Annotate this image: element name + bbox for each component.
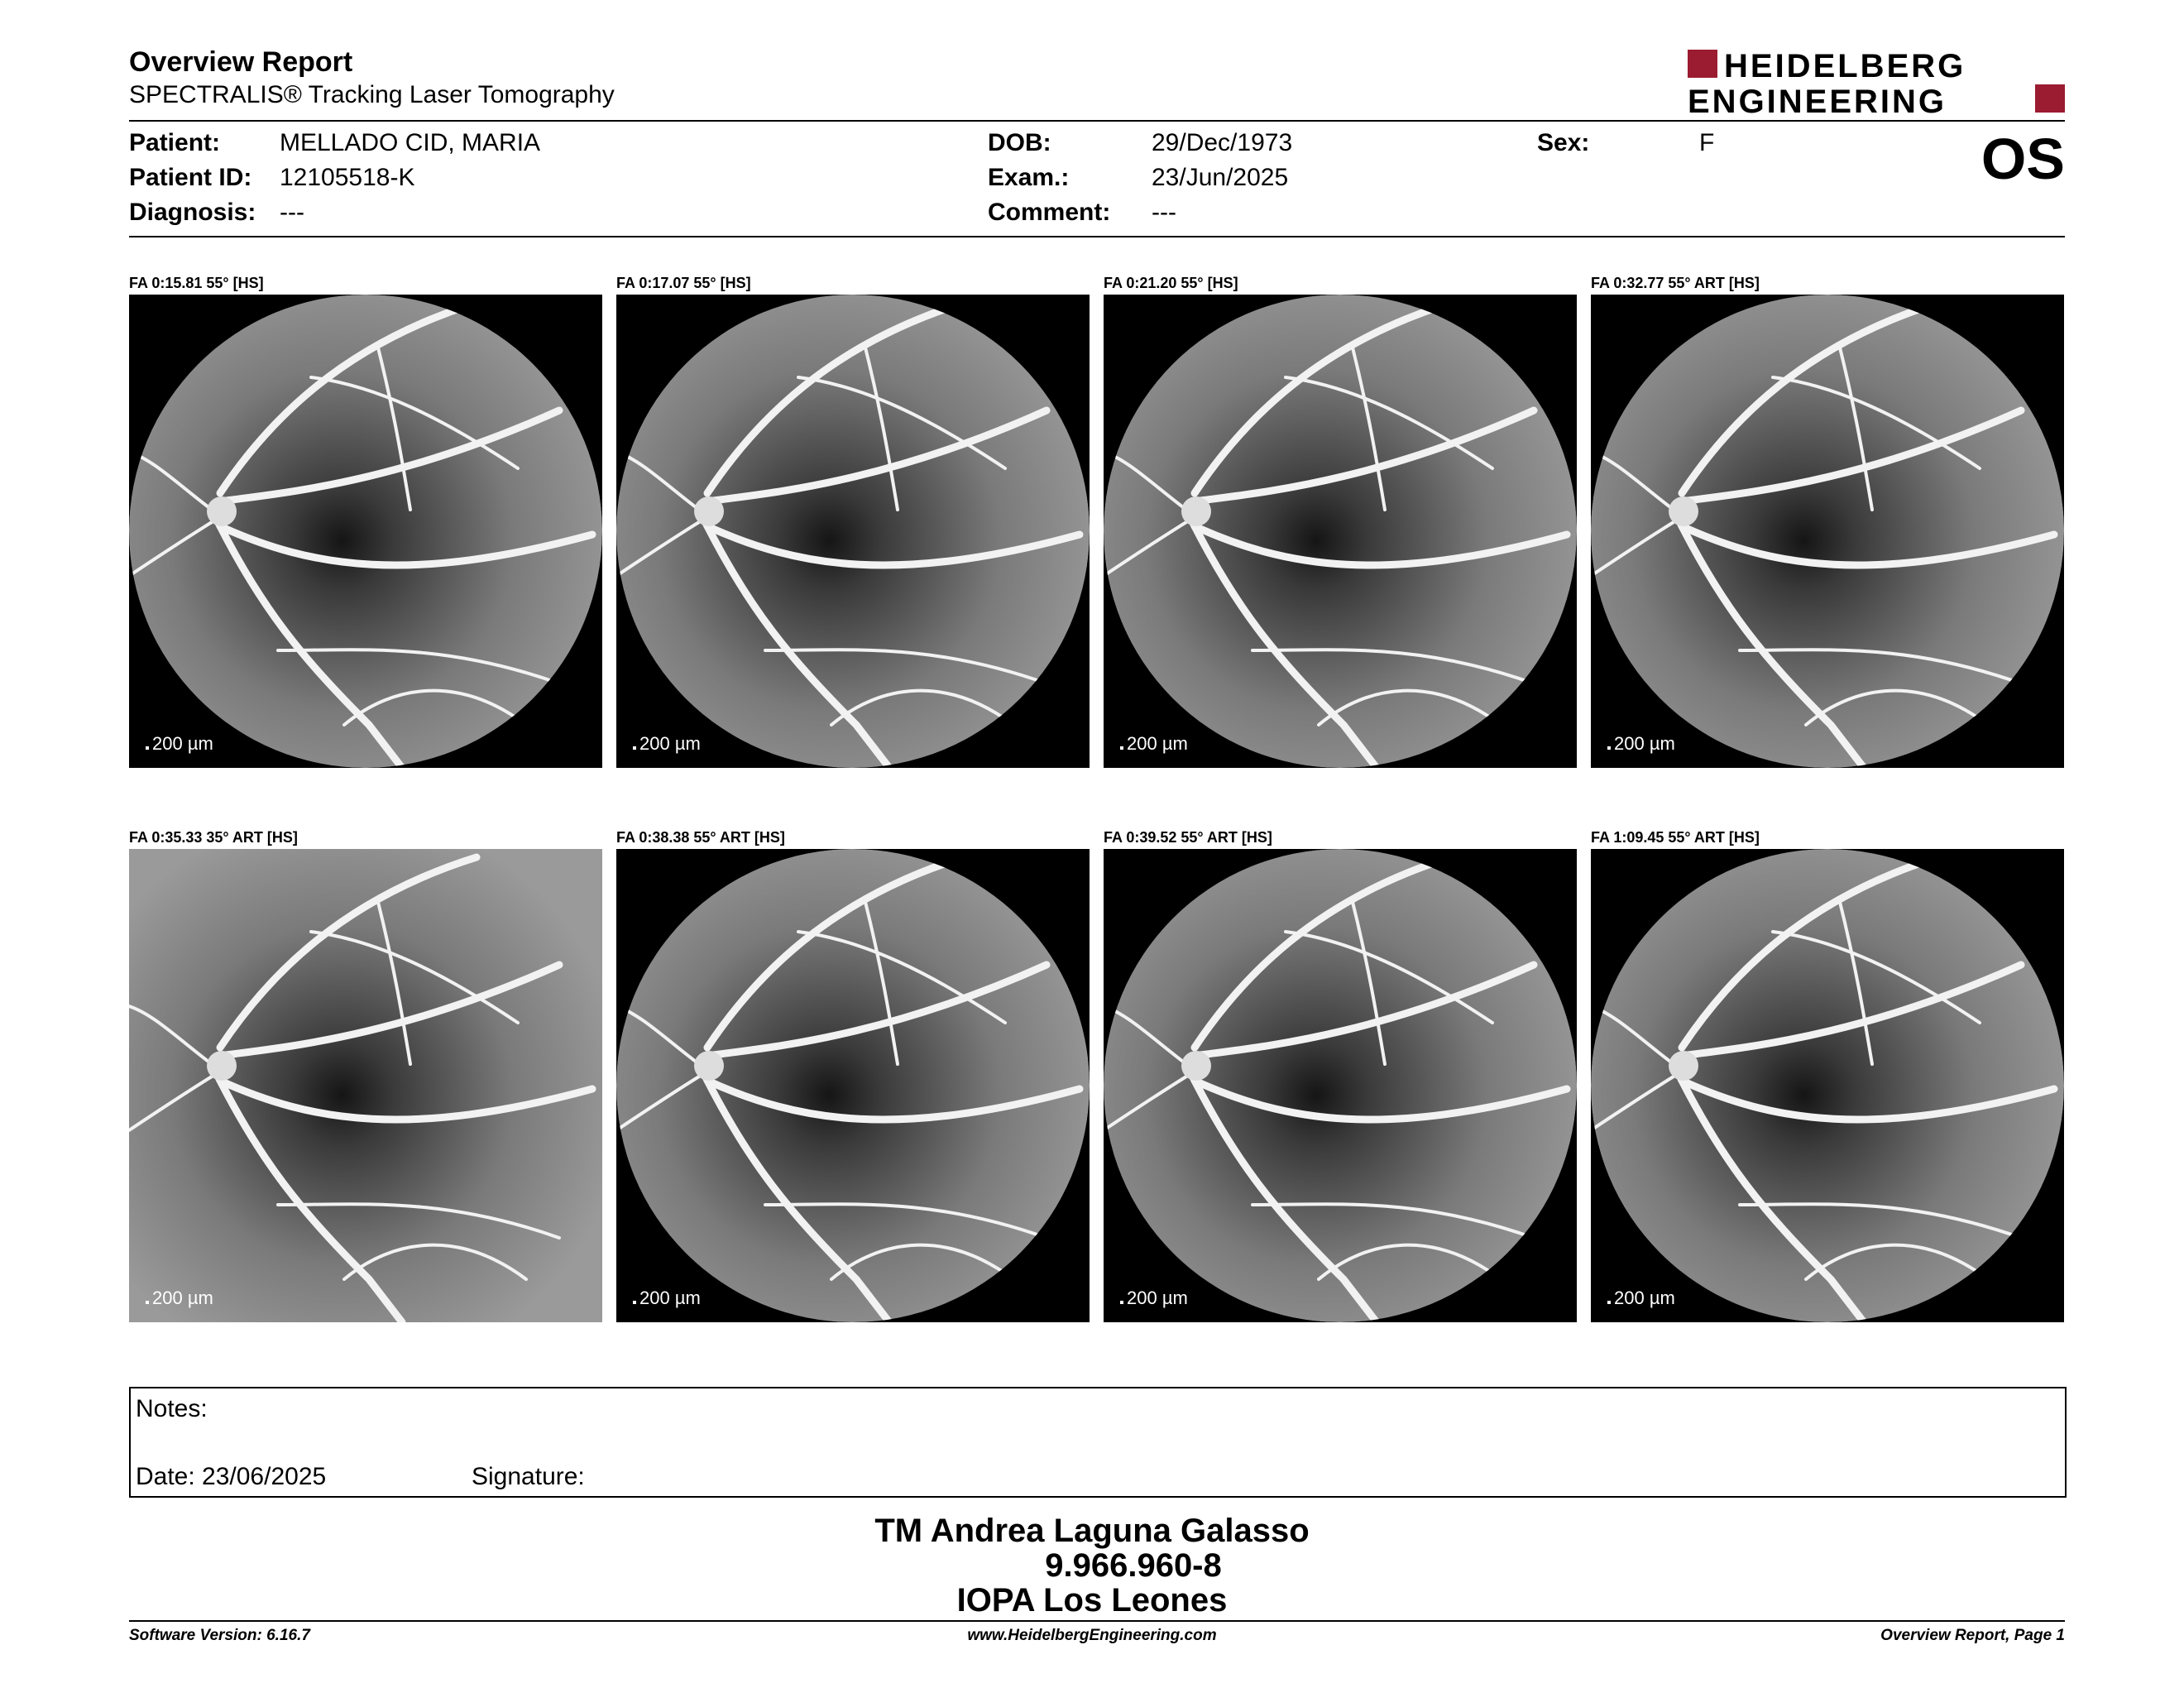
dob-value: 29/Dec/1973	[1152, 129, 1293, 156]
report-title: Overview Report	[129, 46, 353, 78]
heidelberg-logo	[1688, 46, 2065, 116]
image-caption: FA 0:35.33 35° ART [HS]	[129, 829, 298, 846]
image-caption: FA 0:38.38 55° ART [HS]	[616, 829, 785, 846]
sex-label: Sex:	[1537, 129, 1590, 156]
fundus-image[interactable]	[1104, 849, 1577, 1322]
svg-text:HEIDELBERG: HEIDELBERG	[1724, 48, 1966, 84]
dob-label: DOB:	[988, 129, 1051, 156]
fundus-image[interactable]	[129, 849, 602, 1322]
angiogram-graphic	[1591, 295, 2064, 768]
exam-label: Exam.:	[988, 164, 1070, 191]
eye-indicator: OS	[1980, 127, 2065, 191]
scale-bar: 200 µm	[633, 733, 701, 755]
image-caption: FA 0:21.20 55° [HS]	[1104, 275, 1238, 291]
scale-bar: 200 µm	[633, 1288, 701, 1309]
report-subtitle: SPECTRALIS® Tracking Laser Tomography	[129, 81, 615, 108]
patient-label: Patient:	[129, 129, 221, 156]
patient-rule	[129, 236, 2065, 237]
exam-date: 23/Jun/2025	[1152, 164, 1289, 191]
angiogram-graphic	[616, 849, 1090, 1322]
footer-rule	[129, 1620, 2065, 1622]
website-link[interactable]: www.HeidelbergEngineering.com	[967, 1627, 1217, 1644]
angiogram-graphic	[1104, 849, 1577, 1322]
image-caption: FA 0:15.81 55° [HS]	[129, 275, 264, 291]
image-caption: FA 0:39.52 55° ART [HS]	[1104, 829, 1272, 846]
stamp-institution: IOPA Los Leones	[956, 1582, 1228, 1618]
software-version: Software Version: 6.16.7	[129, 1627, 310, 1644]
fundus-image[interactable]	[616, 849, 1090, 1322]
scale-bar: 200 µm	[1607, 733, 1675, 755]
fundus-image[interactable]	[616, 295, 1090, 768]
stamp-name: TM Andrea Laguna Galasso	[874, 1513, 1310, 1549]
sex-value: F	[1699, 129, 1715, 156]
comment-value: ---	[1152, 199, 1176, 226]
scale-bar: 200 µm	[146, 733, 213, 755]
notes-box[interactable]	[129, 1387, 2067, 1498]
notes-date: Date: 23/06/2025	[136, 1463, 327, 1490]
image-caption: FA 0:17.07 55° [HS]	[616, 275, 751, 291]
fundus-image[interactable]	[1591, 849, 2064, 1322]
patient-name: MELLADO CID, MARIA	[280, 129, 541, 156]
stamp-id: 9.966.960-8	[1045, 1547, 1222, 1584]
angiogram-graphic	[1591, 849, 2064, 1322]
scale-bar: 200 µm	[1120, 1288, 1188, 1309]
angiogram-graphic	[129, 849, 602, 1322]
comment-label: Comment:	[988, 199, 1111, 226]
angiogram-graphic	[129, 295, 602, 768]
image-caption: FA 0:32.77 55° ART [HS]	[1591, 275, 1760, 291]
image-caption: FA 1:09.45 55° ART [HS]	[1591, 829, 1760, 846]
angiogram-graphic	[1104, 295, 1577, 768]
header-rule	[129, 120, 2065, 122]
angiogram-graphic	[616, 295, 1090, 768]
fundus-image[interactable]	[1104, 295, 1577, 768]
signature-label: Signature:	[472, 1463, 585, 1490]
svg-text:ENGINEERING: ENGINEERING	[1688, 84, 1947, 116]
scale-bar: 200 µm	[146, 1288, 213, 1309]
fundus-image[interactable]	[129, 295, 602, 768]
diagnosis-value: ---	[280, 199, 304, 226]
patient-id: 12105518-K	[280, 164, 415, 191]
patient-id-label: Patient ID:	[129, 164, 252, 191]
notes-label: Notes:	[136, 1395, 208, 1422]
scale-bar: 200 µm	[1120, 733, 1188, 755]
diagnosis-label: Diagnosis:	[129, 199, 256, 226]
scale-bar: 200 µm	[1607, 1288, 1675, 1309]
page-number: Overview Report, Page 1	[1880, 1627, 2065, 1644]
fundus-image[interactable]	[1591, 295, 2064, 768]
